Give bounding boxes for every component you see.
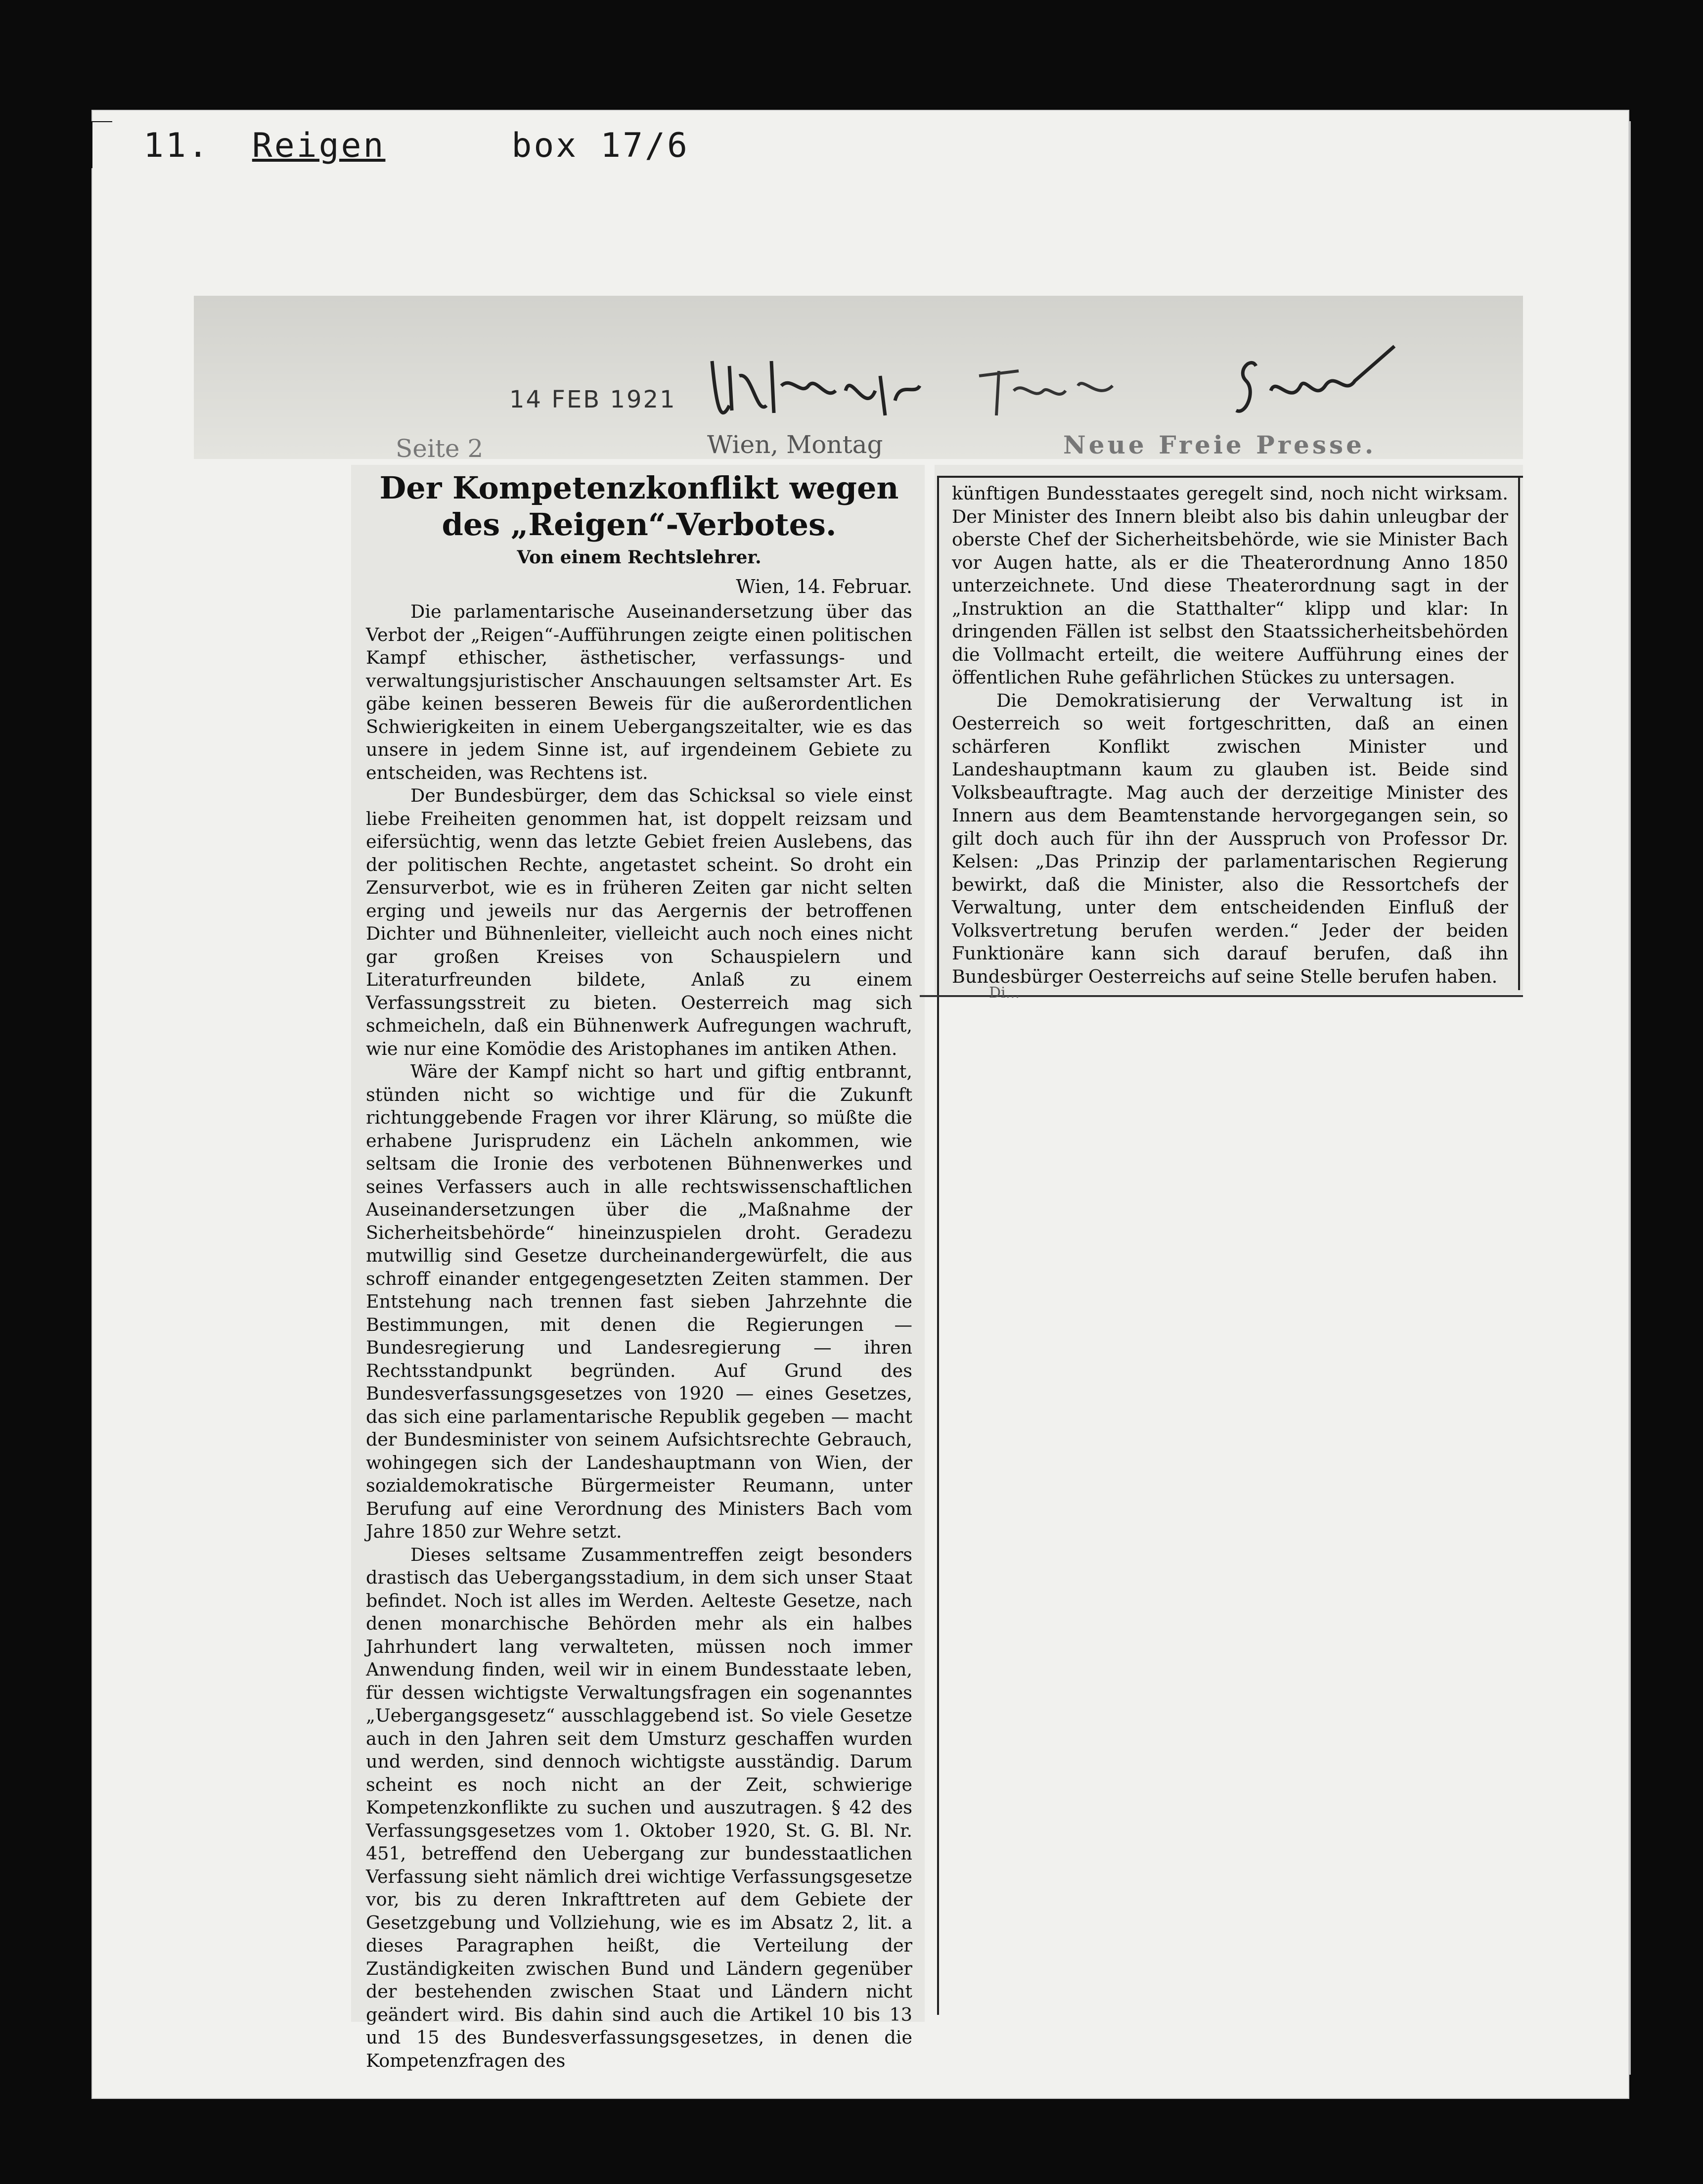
right-frame-rule — [1518, 476, 1520, 990]
archive-label — [143, 126, 709, 165]
sheet-edge — [1629, 121, 1631, 2075]
handwritten-annotation-signature — [702, 317, 1493, 445]
archive-box: box 17/6 — [511, 126, 689, 165]
newspaper-name: Neue Freie Presse. — [1063, 430, 1377, 459]
article-byline: Von einem Rechtslehrer. — [517, 547, 762, 568]
left-column — [366, 470, 912, 2072]
column-divider — [937, 476, 939, 2015]
right-column — [952, 482, 1508, 988]
received-stamp: 14 FEB 1921 — [509, 386, 676, 413]
corner-mark — [91, 121, 92, 168]
paragraph: Die parlamentarische Auseinandersetzung über das Verbot der „Reigen“-Aufführungen zeigte einen politischen Kampf ethischer, ästhetischer, verfassungs- und verwaltungsjuristischer Anschauungen seltsamster Art. Es gäbe keinen besseren Beweis für die außerordentlichen Schwierigkeiten in einem Uebergangszeitalter, wie es das unsere in jedem Sinne ist, auf irgendeinem Gebiete zu entscheiden, was Rechtens ist. — [366, 601, 912, 783]
article-headline: Der Kompetenzkonflikt wegen des „Reigen“-Verbotes. — [379, 470, 899, 543]
page-number-label: Seite 2 — [396, 434, 484, 463]
paragraph: Wäre der Kampf nicht so hart und giftig entbrannt, stünden nicht so wichtige und für die Zukunft richtunggebende Fragen vor ihrer Klärung, so müßte die erhabene Jurisprudenz ein Lächeln ankommen, wie seltsam die Ironie des verbotenen Bühnenwerkes und seines Verfassers auch in alle rechtswissenschaftlichen Auseinandersetzungen über die „Maßnahme der Sicherheitsbehörde“ hineinzuspielen droht. Geradezu mutwillig sind Gesetze durcheinandergewürfelt, die aus schroff einander entgegengesetzten Zeiten stammen. Der Entstehung nach trennen fast sieben Jahrzehnte die Bestimmungen, mit denen die Regierungen — Bundesregierung und Landesregierung — ihren Rechtsstandpunkt begründen. Auf Grund des Bundesverfassungsgesetzes von 1920 — eines Gesetzes, das sich eine parlamentarische Republik gegeben — macht der Bundesminister von seinem Aufsichtsrechte Gebrauch, wohingegen sich der Landeshauptmann von Wien, der sozialdemokratische Bürgermeister Reumann, unter Berufung auf eine Verordnung des Ministers Bach vom Jahre 1850 zur Wehre setzt. — [366, 1061, 912, 1542]
day-label: Wien, Montag — [707, 430, 883, 459]
archive-number: 11. — [143, 126, 210, 165]
paragraph: Dieses seltsame Zusammentreffen zeigt besonders drastisch das Uebergangsstadium, in dem sich unser Staat befindet. Noch ist alles im Werden. Aelteste Gesetze, nach denen monarchische Behörden mehr als ein halbes Jahrhundert lang verwalteten, müssen noch immer Anwendung finden, weil wir in einem Bundesstaate leben, für dessen wichtigste Verwaltungsfragen ein sogenanntes „Uebergangsgesetz“ ausschlaggebend ist. So viele Gesetze auch in den Jahren seit dem Umsturz geschaffen wurden und werden, sind dennoch wichtigste ausständig. Darum scheint es noch nicht an der Zeit, schwierige Kompetenzkonflikte zu suchen und auszutragen. § 42 des Verfassungsgesetzes vom 1. Oktober 1920, St. G. Bl. Nr. 451, betreffend den Uebergang zur bundesstaatlichen Verfassung sieht nämlich drei wichtige Verfassungsgesetze vor, bis zu deren Inkrafttreten auf dem Gebiete der Gesetzgebung und Vollziehung, wie es im Absatz 2, lit. a dieses Paragraphen heißt, die Verteilung der Zuständigkeiten zwischen Bund und Ländern gegenüber der bestehenden zwischen Staat und Ländern nicht geändert wird. Bis dahin sind auch die Artikel 10 bis 13 und 15 des Bundesverfassungsgesetzes, in denen die Kompetenzfragen des — [366, 1544, 912, 2071]
paragraph: Die Demokratisierung der Verwaltung ist in Oesterreich so weit fortgeschritten, daß an einen schärferen Konflikt zwischen Minister und Landeshauptmann kaum zu glauben ist. Beide sind Volksbeauftragte. Mag auch der derzeitige Minister des Innern aus dem Beamtenstande hervorgegangen sein, so gilt doch auch für ihn der Ausspruch von Professor Dr. Kelsen: „Das Prinzip der parlamentarischen Regierung bewirkt, daß die Minister, also die Ressortchefs der Verwaltung, unter dem entscheidenden Einfluß der Volksvertretung berufen werden.“ Jeder der beiden Funktionäre kann sich darauf berufen, daß ihn Bundesbürger Oesterreichs auf seine Stelle berufen haben. — [952, 689, 1508, 987]
header-rule — [937, 476, 1523, 478]
article-dateline: Wien, 14. Februar. — [736, 576, 912, 597]
archive-title: Reigen — [252, 126, 386, 165]
trailing-fragment: Di... — [989, 984, 1020, 1001]
paragraph: künftigen Bundesstaates geregelt sind, noch nicht wirksam. Der Minister des Innern bleibt also bis dahin unleugbar der oberste Chef der Sicherheitsbehörde, wie sie Minister Bach vor Augen hatte, als er die Theaterordnung Anno 1850 unterzeichnete. Und diese Theaterordnung sagt in der „Instruktion an die Statthalter“ klipp und klar: In dringenden Fällen ist selbst den Staatssicherheitsbehörden die Vollmacht erteilt, die weitere Aufführung eines der öffentlichen Ruhe gefährlichen Stückes zu untersagen. — [952, 483, 1508, 688]
paragraph: Der Bundesbürger, dem das Schicksal so viele einst liebe Freiheiten genommen hat, ist doppelt reizsam und eifersüchtig, wenn das letzte Gebiet freien Auslebens, das der politischen Rechte, angetastet scheint. So droht ein Zensurverbot, wie es in früheren Zeiten gar nicht selten erging und jeweils nur das Aergernis der betroffenen Dichter und Bühnenleiter, vielleicht auch noch eines nicht gar großen Kreises von Schauspielern und Literaturfreunden bildete, Anlaß zu einem Verfassungsstreit zu bieten. Oesterreich mag sich schmeicheln, daß ein Bühnenwerk Aufregungen wachruft, wie nur eine Komödie des Aristophanes im antiken Athen. — [366, 785, 912, 1059]
